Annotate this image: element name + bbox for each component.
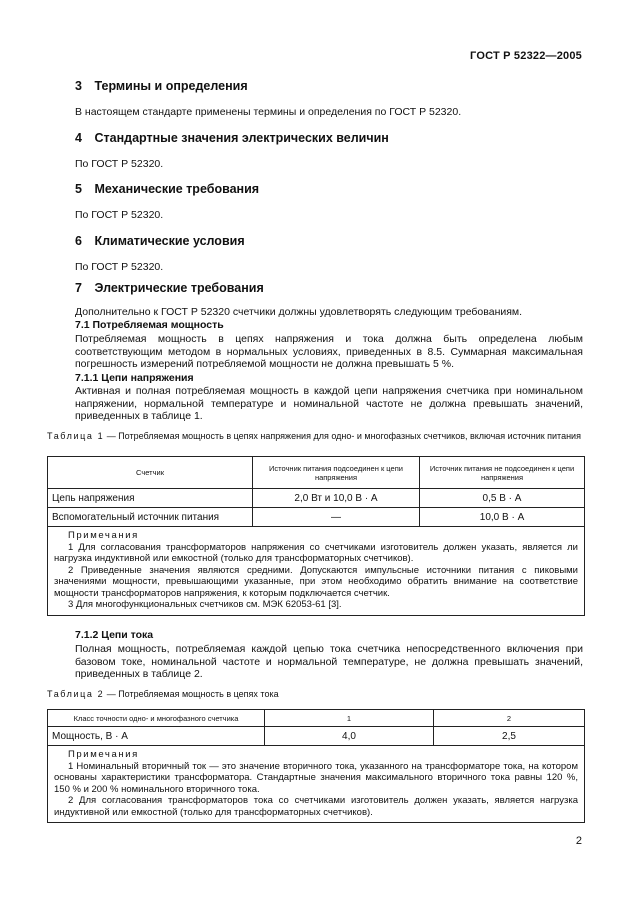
section-4-title: Стандартные значения электрических величин: [94, 131, 389, 145]
section-3-text: В настоящем стандарте применены термины и определения по ГОСТ Р 52320.: [75, 106, 462, 118]
table-cell: 0,5 В · А: [420, 489, 585, 508]
table-1-header-cell: Источник питания подсоединен к цепи напряжения: [253, 457, 420, 489]
table-2-header-cell: Класс точности одно- и многофазного счетчика: [48, 710, 265, 727]
table-1: [47, 456, 585, 616]
subsection-7-1-title: 7.1 Потребляемая мощность: [75, 319, 224, 331]
table-1-notes-row: [48, 527, 585, 616]
table-1-note: 2 Приведенные значения являются средними. Допускаются импульсные источники питания с пиковыми значениями мощности, превышающими указанные, при этом необходимо обратить внимание на соответствие мощности трансформаторов напряжения, к которым подключается счетчик.: [54, 564, 578, 599]
section-5-text: По ГОСТ Р 52320.: [75, 209, 164, 221]
document-id: ГОСТ Р 52322—2005: [470, 50, 582, 62]
table-row: [48, 489, 585, 508]
table-cell: 4,0: [265, 727, 434, 746]
section-3-heading: [75, 79, 248, 93]
section-6-number: 6: [75, 234, 82, 248]
table-2-notes: [48, 746, 585, 823]
subsection-7-1-text: Потребляемая мощность в цепях напряжения и тока должна быть определена любым соответствующим методом в нормальных условиях, приведенных в 8.5. Суммарная максимальная погрешность измерений потребляемой мощности не должна превышать 5 %.: [75, 333, 583, 370]
page-number: 2: [575, 835, 582, 847]
table-2-label: Таблица 2: [47, 689, 105, 699]
table-2-header-cell: 1: [265, 710, 434, 727]
table-cell: —: [253, 508, 420, 527]
table-row: [48, 727, 585, 746]
section-6-title: Климатические условия: [94, 234, 245, 248]
section-4-heading: [75, 131, 389, 145]
table-1-header-cell: Счетчик: [48, 457, 253, 489]
table-2-notes-row: [48, 746, 585, 823]
table-2-title: — Потребляемая мощность в цепях тока: [104, 689, 279, 699]
table-2-note: 1 Номинальный вторичный ток — это значение вторичного тока, указанного на трансформаторе тока, на котором основаны характеристики трансформатора. Стандартные значения максимального вторичного тока равны 120 %, 150 % и 200 % номинального вторичного тока.: [54, 760, 578, 795]
section-7-intro: Дополнительно к ГОСТ Р 52320 счетчики должны удовлетворять следующим требованиям.: [75, 306, 523, 318]
section-5-number: 5: [75, 182, 82, 196]
table-2-caption: [47, 689, 587, 700]
table-1-notes-title: Примечания: [68, 530, 139, 541]
table-2-header-cell: 2: [434, 710, 585, 727]
table-1-caption: [47, 431, 587, 442]
table-1-label: Таблица 1: [47, 431, 105, 441]
table-1-notes: [48, 527, 585, 616]
table-2: [47, 709, 585, 823]
section-6-heading: [75, 234, 245, 248]
table-cell: 2,5: [434, 727, 585, 746]
subsection-7-1-1-title: 7.1.1 Цепи напряжения: [75, 372, 194, 384]
section-6-text: По ГОСТ Р 52320.: [75, 261, 164, 273]
table-cell: Цепь напряжения: [48, 489, 253, 508]
table-1-note: 1 Для согласования трансформаторов напряжения со счетчиками изготовитель должен указать, является ли нагрузка индуктивной или емкостной (только для трансформаторных счетчиков).: [54, 541, 578, 564]
subsection-7-1-2-text: Полная мощность, потребляемая каждой цепью тока счетчика непосредственного включения при базовом токе, номинальной частоте и нормальной температуре, не должна превышать значений, приведенных в таблице 2.: [75, 643, 583, 680]
section-7-title: Электрические требования: [94, 281, 264, 295]
section-5-heading: [75, 182, 259, 196]
section-4-number: 4: [75, 131, 82, 145]
table-cell: 10,0 В · А: [420, 508, 585, 527]
subsection-7-1-2-title: 7.1.2 Цепи тока: [75, 629, 154, 641]
section-3-number: 3: [75, 79, 82, 93]
section-3-title: Термины и определения: [94, 79, 248, 93]
section-7-number: 7: [75, 281, 82, 295]
section-5-title: Механические требования: [94, 182, 260, 196]
table-1-note: 3 Для многофункциональных счетчиков см. МЭК 62053-61 [3].: [68, 599, 342, 610]
table-1-header-row: [48, 457, 585, 489]
table-cell: Мощность, В · А: [48, 727, 265, 746]
subsection-7-1-1-text: Активная и полная потребляемая мощность в каждой цепи напряжения счетчика при номинальном напряжении, нормальной температуре и номинальной частоте не должна превышать значений, приведенных в таблице 1.: [75, 385, 583, 422]
table-1-title: — Потребляемая мощность в цепях напряжения для одно- и многофазных счетчиков, включая источник питания: [104, 431, 581, 441]
table-1-header-cell: Источник питания не подсоединен к цепи напряжения: [420, 457, 585, 489]
section-4-text: По ГОСТ Р 52320.: [75, 158, 164, 170]
table-2-header-row: [48, 710, 585, 727]
table-cell: Вспомогательный источник питания: [48, 508, 253, 527]
table-2-note: 2 Для согласования трансформаторов тока со счетчиками изготовитель должен указать, является нагрузка индуктивной или емкостной (только для трансформаторных счетчиков).: [54, 795, 578, 818]
table-cell: 2,0 Вт и 10,0 В · А: [253, 489, 420, 508]
table-2-notes-title: Примечания: [68, 749, 139, 760]
section-7-heading: [75, 281, 264, 295]
table-row: [48, 508, 585, 527]
